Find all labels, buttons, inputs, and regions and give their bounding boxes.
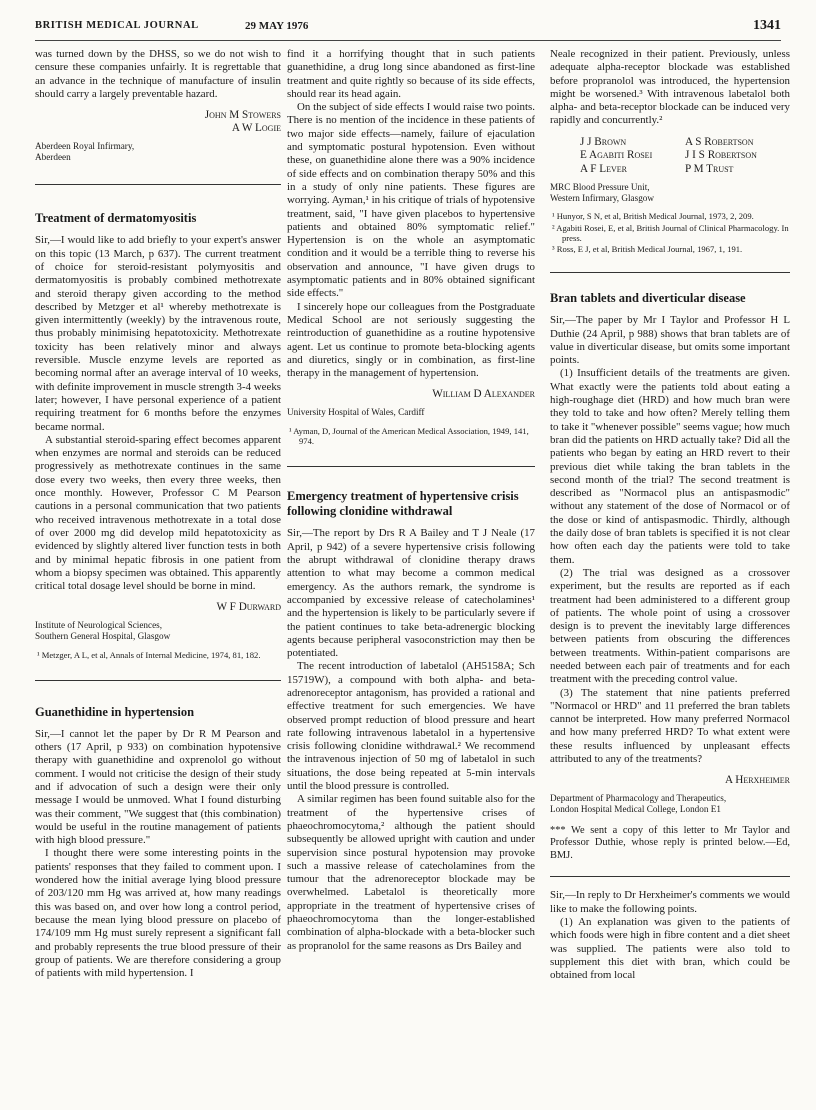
paragraph: On the subject of side effects I would raise two points. There is no mention of the incidence in these patients of two major side effects—namely, failure of ejaculation and symptomatic postural hypotension. Even without these, on guanethidine alone there was a 90% incidence of side effects and on combination therapy 50% and this in a study of only nine patients. These figures are worrying. Ayman,¹ in his critique of trials of hypotensive treatment, said, "I have given placebos to hypertensive patients and obtained 80% symptomatic relief." Hypertension is on the whole an asymptomatic condition and it would be a terrible thing to reverse his observation and announce, "I have given drugs to asymptomatic patients and in 80% obtained significant side effects." <box>287 101 535 300</box>
column-2 <box>287 48 535 953</box>
paragraph: Neale recognized in their patient. Previously, unless adequate alpha-receptor blockade was established before propranolol was introduced, the hypertension might be worsened.³ With intravenous labetalol both alpha- and beta-receptor blockade can be induced very rapidly and concurrently.² <box>550 48 790 127</box>
paragraph: A similar regimen has been found suitable also for the treatment of the hypertensive crises of phaeochromocytoma,² although the patient should subsequently be allowed upright with caution and under supervision since postural hypotension may provoke such a massive release of catecholamines from the tumour that the adrenoreceptor blockade may be overwhelmed. Labetalol is theoretically more appropriate in the treatment of hypertensive crises of phaeochromocytoma than the longer-established combination of alpha-blockade with a beta-blocker such as propranolol for the same reasons as Drs Bailey and <box>287 793 535 952</box>
article-heading: Emergency treatment of hypertensive crisis following clonidine withdrawal <box>287 489 519 519</box>
signatory: J I S Robertson <box>685 149 757 162</box>
affiliation: Institute of Neurological Sciences, Southern General Hospital, Glasgow <box>35 620 171 641</box>
paragraph: Sir,—I would like to add briefly to your expert's answer on this topic (13 March, p 637). The current treatment of choice for steroid-resistant polymyositis and dermatomyositis is probably combined methotrexate and steroid therapy given according to the method described by Metzger et al¹ whereby methotrexate is given intermittently (weekly) by the intravenous route, thus probably minimising hepatotoxicity. Methotrexate toxicity has been relatively minor and always reversible. Muscle enzyme levels are reported as becoming normal after an average interval of 10 weeks, with definite improvement in muscle strength 3-4 weeks later; however, I have personal experience of a patient requiring treatment for 6 months before the enzymes became normal. <box>35 234 281 433</box>
signature: A Herxheimer <box>724 774 790 787</box>
paragraph: I sincerely hope our colleagues from the Postgraduate Medical School are not seriously suggesting the reintroduction of guanethidine as a routine hypotensive agent. Let us continue to promote beta-blocking agents and diuretics, singly or in combination, as first-line therapy in the management of hypertension. <box>287 300 535 380</box>
signatory: E Agabiti Rosei <box>580 149 653 162</box>
paragraph: (2) The trial was designed as a crossover experiment, but the results are reported as if each treatment had been administered to a different group of patients. The whole point of using a crossover design is to prevent the inevitably large differences between patients from obscuring the differences between treatments. Within-patient comparisons are needed between each pair of treatments and for each treatment with the preceding control value. <box>550 566 790 686</box>
article-heading: Bran tablets and diverticular disease <box>550 291 746 306</box>
signature: John M Stowers <box>204 109 281 122</box>
page-number: 1341 <box>753 18 781 33</box>
paragraph: Sir,—The paper by Mr I Taylor and Professor H L Duthie (24 April, p 988) shows that bran tablets are of value in diverticular disease, but omits some important points. <box>550 314 790 367</box>
signature: A W Logie <box>231 122 281 135</box>
signature-block <box>35 109 281 135</box>
reference: ³ Ross, E J, et al, British Medical Journal, 1967, 1, 191. <box>552 244 743 255</box>
article-heading: Guanethidine in hypertension <box>35 704 195 719</box>
paragraph: Sir,—In reply to Dr Herxheimer's comments we would like to make the following points. <box>550 889 790 915</box>
reference: ¹ Hunyor, S N, et al, British Medical Journal, 1973, 2, 209. <box>552 211 754 222</box>
signatory: P M Trust <box>685 162 734 175</box>
paragraph: (3) The statement that nine patients preferred "Normacol or HRD" and 11 preferred the bran tablets cannot be interpreted. How many preferred Normacol and how many preferred HRD? To what extent were these results influenced by unpleasant effects attributed to any of the treatments? <box>550 686 790 766</box>
divider <box>287 466 535 467</box>
page-header <box>35 18 781 41</box>
reference: ¹ Ayman, D, Journal of the American Medical Association, 1949, 141, 974. <box>289 426 529 447</box>
paragraph: Sir,—The report by Drs R A Bailey and T J Neale (17 April, p 942) of a severe hypertensive crisis following the abrupt withdrawal of clonidine therapy draws attention to what may become a common medical emergency. As the authors remark, the syndrome is accompanied by excessive release of catecholamines¹ and the hypertension is likely to be particularly severe if the patient continues to take beta-adrenergic blocking agents because peripheral vasoconstriction may then be potentiated. <box>287 527 535 660</box>
signatories <box>550 136 790 177</box>
reference: ¹ Metzger, A L, et al, Annals of Internal Medicine, 1974, 81, 182. <box>37 649 261 660</box>
paragraph: Sir,—I cannot let the paper by Dr R M Pearson and others (17 April, p 933) on combination hypotensive therapy with guanethidine and oxprenolol go without comment. I would not criticise the design of their study and if advocation of such a design were their only message I would be unmoved. What I found disturbing was their comment, "We suggest that (this combination) would be useful in the routine management of patients with high blood pressure." <box>35 727 281 847</box>
paragraph: find it a horrifying thought that in such patients guanethidine, a drug long since abandoned as first-line treatment and quite rightly so because of its side effects, should rear its head again. <box>287 48 535 100</box>
column-1 <box>35 48 281 980</box>
signature: William D Alexander <box>432 388 535 401</box>
reference-list <box>550 211 790 254</box>
reference: ² Agabiti Rosei, E, et al, British Journal of Clinical Pharmacology. In press. <box>552 222 789 243</box>
signatory: A F Lever <box>580 162 627 175</box>
signatory: J J Brown <box>580 135 627 148</box>
signature: W F Durward <box>216 601 281 614</box>
signatory: A S Robertson <box>685 135 754 148</box>
affiliation: Aberdeen Royal Infirmary, Aberdeen <box>35 141 135 162</box>
paragraph: I thought there were some interesting points in the patients' responses that they failed to comment upon. I wondered how the initial average lying blood pressure of 203/120 mm Hg was arrived at, how many readings this was based on, and over how long a control period, because the mean lying blood pressure on placebo of 174/109 mm Hg must surely represent a significant fall and probably represents the true blood pressure of their group of patients. We are therefore considering a group of patients with mild hypertension. I <box>35 847 281 980</box>
affiliation: MRC Blood Pressure Unit, Western Infirmary, Glasgow <box>550 182 655 203</box>
editor-note: *** We sent a copy of this letter to Mr Taylor and Professor Duthie, whose reply is printed below.—Ed, BMJ. <box>550 824 790 861</box>
divider <box>550 272 790 273</box>
divider <box>550 876 790 877</box>
article-heading: Treatment of dermatomyositis <box>35 211 197 226</box>
letter-continuation: was turned down by the DHSS, so we do not wish to censure these companies unfairly. It is regrettable that an advance in the technique of manufacture of insulin should carry a largely preventable hazard. <box>35 48 281 100</box>
affiliation: Department of Pharmacology and Therapeutics, London Hospital Medical College, London E1 <box>550 793 727 814</box>
paragraph: (1) Insufficient details of the treatments are given. What exactly were the patients told about eating a high-roughage diet (HRD) and how much bran were they told to take and how often? Merely telling them to take it "whenever possible" seems vague; how much bran did the patients on HRD actually take? Did all the patients who began by eating an HRD revert to their previous diet while taking the bran tablets in the second month of the trial? The second treatment is described as "Normacol plus an antispasmodic" without any statement of the dose of Normacol or of the dose or kind of antispasmodic. Thirdly, although the daily dose of bran tablets is specified it is not clear how often each day the patients were told to take them. <box>550 367 790 566</box>
divider <box>35 680 281 681</box>
paragraph: (1) An explanation was given to the patients of which foods were high in fibre content and a diet sheet was supplied. The patients were also told to supplement this diet with bran, which could be obtained from local <box>550 915 790 982</box>
column-3 <box>550 48 790 982</box>
paragraph: A substantial steroid-sparing effect becomes apparent when enzymes are normal and steroids can be reduced progressively as methotrexate continues in the same dose every two weeks, then every three weeks, then once monthly. However, Professor C M Pearson cautions in a personal communication that two patients who received intravenous methotrexate in a total dose of over 2000 mg did develop mild hepatotoxicity as evidenced by slightly altered liver function tests in both and by minimal hepatic fibrosis in one patient from whom a biopsy specimen was obtained. This apparently critical total dosage level should be borne in mind. <box>35 433 281 593</box>
affiliation: University Hospital of Wales, Cardiff <box>287 407 425 418</box>
journal-name: BRITISH MEDICAL JOURNAL <box>35 20 199 31</box>
paragraph: The recent introduction of labetalol (AH5158A; Sch 15719W), a compound with both alpha- and beta-adrenoreceptor antagonism, has provided a rational and effective treatment for such emergencies. We have observed prompt reduction of blood pressure and heart rate following intravenous labetalol in a hypertensive crisis following clonidine withdrawal.² We recommend the intravenous injection of 50 mg of labetalol in such situations, the dose being repeated at 5-min intervals until the blood pressure is controlled. <box>287 660 535 793</box>
issue-date: 29 MAY 1976 <box>245 20 309 32</box>
divider <box>35 184 281 185</box>
